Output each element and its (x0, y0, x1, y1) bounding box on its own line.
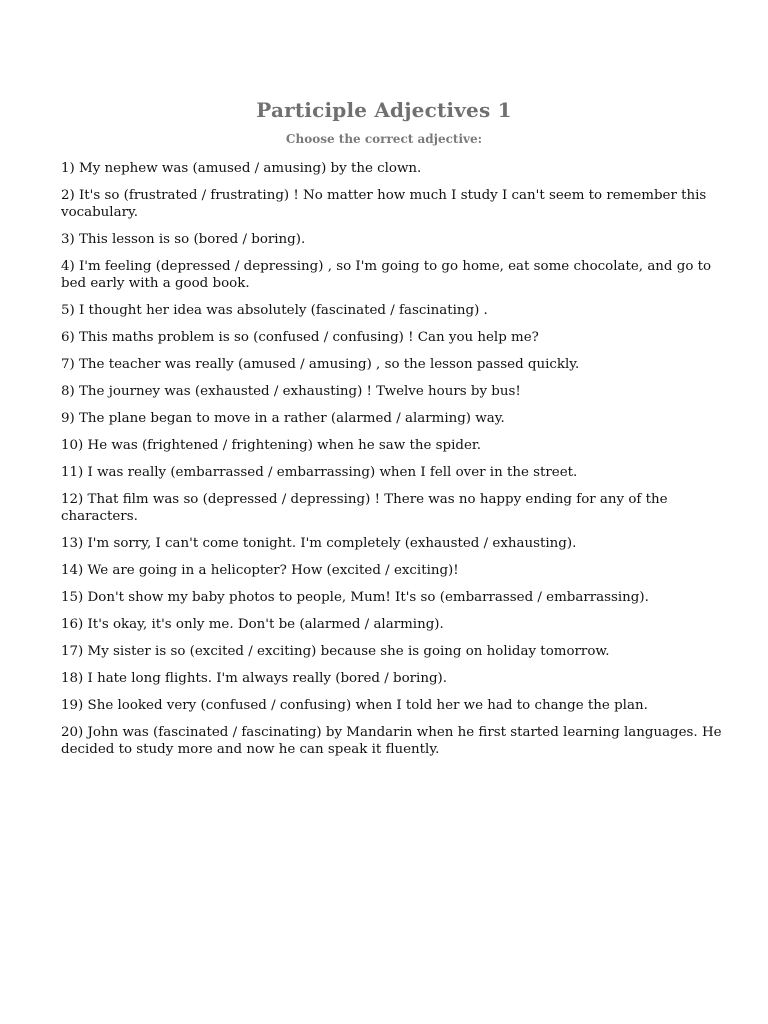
question-item: 1) My nephew was (amused / amusing) by the clown. (61, 161, 422, 176)
question-item: 12) That film was so (depressed / depressing) ! There was no happy ending for any of the characters. (61, 492, 668, 524)
question-item: 16) It's okay, it's only me. Don't be (alarmed / alarming). (61, 617, 444, 632)
question-item: 8) The journey was (exhausted / exhausting) ! Twelve hours by bus! (61, 384, 521, 399)
question-item: 20) John was (fascinated / fascinating) by Mandarin when he first started learning languages. He decided to study more and now he can speak it fluently. (61, 725, 722, 757)
question-item: 4) I'm feeling (depressed / depressing) , so I'm going to go home, eat some chocolate, and go to bed early with a good book. (61, 259, 712, 291)
question-item: 7) The teacher was really (amused / amusing) , so the lesson passed quickly. (61, 357, 580, 372)
question-item: 10) He was (frightened / frightening) when he saw the spider. (61, 438, 482, 453)
question-item: 15) Don't show my baby photos to people, Mum! It's so (embarrassed / embarrassing). (61, 590, 649, 605)
question-list (61, 160, 731, 768)
question-item: 9) The plane began to move in a rather (alarmed / alarming) way. (61, 411, 505, 426)
question-item: 11) I was really (embarrassed / embarrassing) when I fell over in the street. (61, 465, 578, 480)
question-item: 17) My sister is so (excited / exciting) because she is going on holiday tomorrow. (61, 644, 610, 659)
question-item: 19) She looked very (confused / confusing) when I told her we had to change the plan. (61, 698, 648, 713)
page-title: Participle Adjectives 1 (256, 98, 512, 122)
instructions: Choose the correct adjective: (285, 132, 483, 146)
question-item: 13) I'm sorry, I can't come tonight. I'm completely (exhausted / exhausting). (61, 536, 577, 551)
question-item: 5) I thought her idea was absolutely (fascinated / fascinating) . (61, 303, 488, 318)
question-item: 6) This maths problem is so (confused / confusing) ! Can you help me? (61, 330, 539, 345)
question-item: 18) I hate long flights. I'm always really (bored / boring). (61, 671, 448, 686)
question-item: 14) We are going in a helicopter? How (excited / exciting)! (61, 563, 459, 578)
question-item: 3) This lesson is so (bored / boring). (61, 232, 306, 247)
question-item: 2) It's so (frustrated / frustrating) ! No matter how much I study I can't seem to remember this vocabulary. (61, 188, 707, 220)
